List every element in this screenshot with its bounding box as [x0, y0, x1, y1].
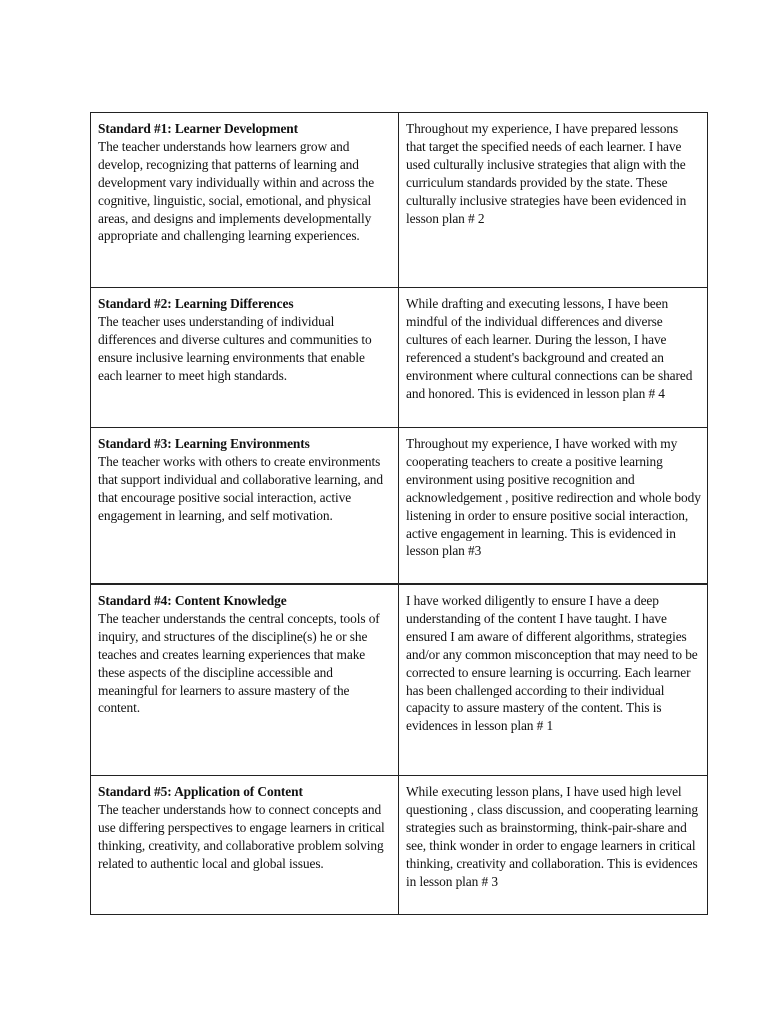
standard-cell [91, 288, 399, 428]
evidence-cell [399, 113, 708, 288]
standard-description: The teacher works with others to create environments that support individual and collaborative learning, and that encourage positive social interaction, active engagement in learning, and self motivation. [98, 453, 383, 523]
table-row [91, 428, 708, 585]
evidence-cell [399, 776, 708, 915]
standard-title: Standard #2: Learning Differences [98, 296, 294, 311]
standard-cell [91, 113, 399, 288]
standard-cell [91, 428, 399, 585]
evidence-cell [399, 288, 708, 428]
standards-table [90, 112, 708, 915]
evidence-text: Throughout my experience, I have worked with my cooperating teachers to create a positive learning environment using positive recognition and acknowledgement , positive redirection and whole body listening in order to ensure positive social interaction, active engagement in learning. This is evidenced in lesson plan #3 [406, 436, 701, 559]
evidence-text: While drafting and executing lessons, I have been mindful of the individual differences and diverse cultures of each learner. During the lesson, I have referenced a student's background and created an environment where cultural connections can be shared and honored. This is evidenced in lesson plan # 4 [406, 296, 693, 401]
evidence-text: Throughout my experience, I have prepared lessons that target the specified needs of each learner. I have used culturally inclusive strategies that align with the curriculum standards provided by the state. These culturally inclusive strategies have been evidenced in lesson plan # 2 [406, 121, 687, 226]
standard-description: The teacher understands how learners grow and develop, recognizing that patterns of learning and development vary individually within and across the cognitive, linguistic, social, emotional, and physical areas, and designs and implements developmentally appropriate and challenging learning experiences. [98, 138, 375, 244]
standard-description: The teacher understands the central concepts, tools of inquiry, and structures of the discipline(s) he or she teaches and creates learning experiences that make these aspects of the discipline accessible and meaningful for learners to assure mastery of the content. [98, 610, 380, 716]
evidence-text: While executing lesson plans, I have used high level questioning , class discussion, and cooperating learning strategies such as brainstorming, think-pair-share and see, think wonder in order to engage learners in critical thinking, creativity and collaboration. This is evidences in lesson plan # 3 [406, 784, 698, 889]
table-row [91, 584, 708, 776]
standard-description: The teacher uses understanding of individual differences and diverse cultures and communities to ensure inclusive learning environments that enable each learner to meet high standards. [98, 313, 372, 383]
standard-cell [91, 776, 399, 915]
standard-title: Standard #5: Application of Content [98, 784, 303, 799]
table-row [91, 113, 708, 288]
standard-description: The teacher understands how to connect concepts and use differing perspectives to engage learners in critical thinking, creativity, and collaborative problem solving related to authentic local and global issues. [98, 801, 385, 871]
standard-title: Standard #3: Learning Environments [98, 436, 310, 451]
evidence-cell [399, 584, 708, 776]
standard-cell [91, 584, 399, 776]
evidence-text: I have worked diligently to ensure I have a deep understanding of the content I have taught. I have ensured I am aware of different algorithms, strategies and/or any common misconception that may need to be corrected to ensure learning is occurring. Each learner has been challenged according to their individual capacity to assure mastery of the content. This is evidences in lesson plan # 1 [406, 593, 698, 734]
table-row [91, 288, 708, 428]
standard-title: Standard #4: Content Knowledge [98, 593, 287, 608]
standard-title: Standard #1: Learner Development [98, 121, 299, 136]
table-row [91, 776, 708, 915]
evidence-cell [399, 428, 708, 585]
